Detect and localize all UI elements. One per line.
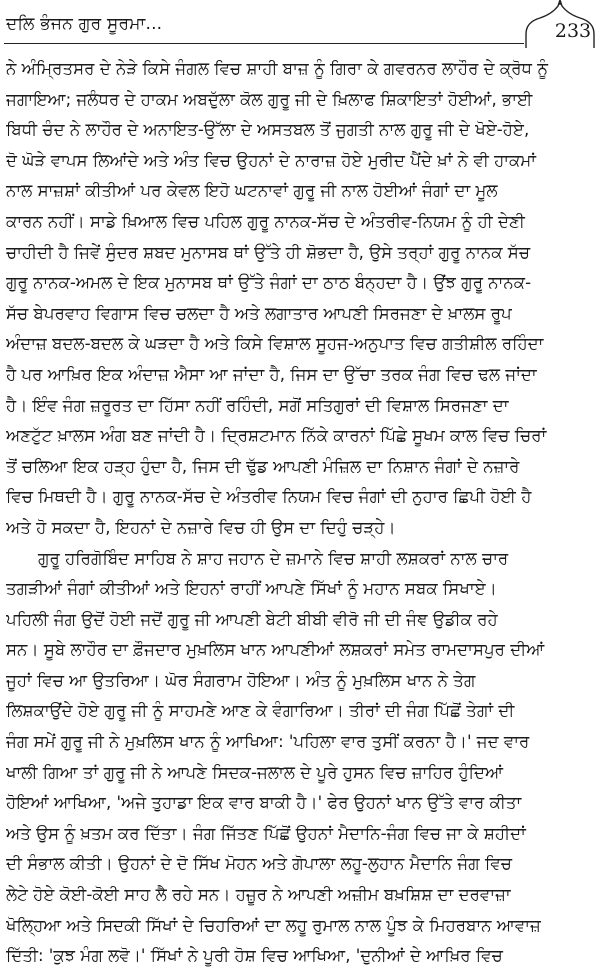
text-line: ਕਾਰਨ ਨਹੀਂ। ਸਾਡੇ ਖ਼ਿਆਲ ਵਿਚ ਪਹਿਲ ਗੁਰੂ ਨਾਨਕ-ਸੱਚ ਦੇ ਅੰਤਰੀਵ-ਨਿਯਮ ਨੂੰ ਹੀ ਦੇਣੀ xyxy=(6,211,525,231)
paragraph xyxy=(6,544,594,972)
body-text xyxy=(6,54,594,972)
text-line: ਜੂਹਾਂ ਵਿਚ ਆ ਉਤਰਿਆ। ਘੋਰ ਸੰਗਰਾਮ ਹੋਇਆ। ਅੰਤ ਨੂੰ ਮੁਖ਼ਲਿਸ ਖਾਨ ਨੇ ਤੇਗ xyxy=(6,670,476,690)
text-line: ਪਹਿਲੀ ਜੰਗ ਉਦੋਂ ਹੋਈ ਜਦੋਂ ਗੁਰੂ ਜੀ ਆਪਣੀ ਬੇਟੀ ਬੀਬੀ ਵੀਰੋ ਜੀ ਦੀ ਜੰਞ ਉਡੀਕ ਰਹੇ xyxy=(6,609,498,629)
text-line: ਸਨ। ਸੂਬੇ ਲਾਹੌਰ ਦਾ ਫ਼ੌਜਦਾਰ ਮੁਖ਼ਲਿਸ ਖਾਨ ਆਪਣੀਆਂ ਲਸ਼ਕਰਾਂ ਸਮੇਤ ਰਾਮਦਾਸਪੁਰ ਦੀਆਂ xyxy=(6,640,545,660)
text-line: ਜਗਾਇਆ; ਜਲੰਧਰ ਦੇ ਹਾਕਮ ਅਬਦੁੱਲਾ ਕੋਲ ਗੁਰੂ ਜੀ ਦੇ ਖ਼ਿਲਾਫ ਸ਼ਿਕਾਇਤਾਂ ਹੋਈਆਂ, ਭਾਈ xyxy=(6,89,533,109)
text-line: ਹੈ। ਇੰਵ ਜੰਗ ਜ਼ਰੂਰਤ ਦਾ ਹਿੱਸਾ ਨਹੀਂ ਰਹਿੰਦੀ, ਸਗੋਂ ਸਤਿਗੁਰਾਂ ਦੀ ਵਿਸ਼ਾਲ ਸਿਰਜਣਾ ਦਾ xyxy=(6,395,509,415)
text-line: ਤਗੜੀਆਂ ਜੰਗਾਂ ਕੀਤੀਆਂ ਅਤੇ ਇਹਨਾਂ ਰਾਹੀਂ ਆਪਣੇ ਸਿੱਖਾਂ ਨੂੰ ਮਹਾਨ ਸਬਕ ਸਿਖਾਏ। xyxy=(6,579,497,599)
text-line: ਗੁਰੂ ਹਰਿਗੋਬਿੰਦ ਸਾਹਿਬ ਨੇ ਸ਼ਾਹ ਜਹਾਨ ਦੇ ਜ਼ਮਾਨੇ ਵਿਚ ਸ਼ਾਹੀ ਲਸ਼ਕਰਾਂ ਨਾਲ ਚਾਰ xyxy=(38,548,509,568)
text-line: ਸੱਚ ਬੇਪਰਵਾਹ ਵਿਗਾਸ ਵਿਚ ਚਲਦਾ ਹੈ ਅਤੇ ਲਗਾਤਾਰ ਆਪਣੀ ਸਿਰਜਣਾ ਦੇ ਖ਼ਾਲਸ ਰੂਪ xyxy=(6,303,512,323)
text-line: ਖਾਲੀ ਗਿਆ ਤਾਂ ਗੁਰੂ ਜੀ ਨੇ ਆਪਣੇ ਸਿਦਕ-ਜਲਾਲ ਦੇ ਪੂਰੇ ਹੁਸਨ ਵਿਚ ਜ਼ਾਹਿਰ ਹੁੰਦਿਆਂ xyxy=(6,762,504,782)
text-line: ਬਿਧੀ ਚੰਦ ਨੇ ਲਾਹੌਰ ਦੇ ਅਨਾਇਤ-ਉੱਲਾ ਦੇ ਅਸਤਬਲ ਤੋਂ ਜੁਗਤੀ ਨਾਲ ਗੁਰੂ ਜੀ ਦੇ ਖੋਏ-ਹੋਏ, xyxy=(6,120,530,140)
text-line: ਅਣਟੁੱਟ ਖ਼ਾਲਸ ਅੰਗ ਬਣ ਜਾਂਦੀ ਹੈ। ਦ੍ਰਿਸ਼ਟਮਾਨ ਨਿੱਕੇ ਕਾਰਨਾਂ ਪਿੱਛੇ ਸੂਖਮ ਕਾਲ ਵਿਚ ਚਿਰਾਂ xyxy=(6,426,547,446)
text-line: ਹੈ ਪਰ ਆਖ਼ਿਰ ਇਕ ਅੰਦਾਜ਼ ਐਸਾ ਆ ਜਾਂਦਾ ਹੈ, ਜਿਸ ਦਾ ਉੱਚਾ ਤਰਕ ਜੰਗ ਵਿਚ ਢਲ ਜਾਂਦਾ xyxy=(6,364,537,384)
text-line: ਦਿੱਤੀ: 'ਕੁਝ ਮੰਗ ਲਵੋ।' ਸਿੱਖਾਂ ਨੇ ਪੂਰੀ ਹੋਸ਼ ਵਿਚ ਆਖਿਆ, 'ਦੁਨੀਆਂ ਦੇ ਆਖ਼ਿਰ ਵਿਚ xyxy=(6,946,503,966)
page-number: 233 xyxy=(554,20,592,42)
text-line: ਅਤੇ ਹੋ ਸਕਦਾ ਹੈ, ਇਹਨਾਂ ਦੇ ਨਜ਼ਾਰੇ ਵਿਚ ਹੀ ਉਸ ਦਾ ਦਿਹੁੰ ਚੜ੍ਹੇ। xyxy=(6,517,396,537)
text-line: ਦੀ ਸੰਭਾਲ ਕੀਤੀ। ਉਹਨਾਂ ਦੇ ਦੋ ਸਿੱਖ ਮੋਹਨ ਅਤੇ ਗੋਪਾਲਾ ਲਹੂ-ਲੁਹਾਨ ਮੈਦਾਨਿ ਜੰਗ ਵਿਚ xyxy=(6,854,512,874)
text-line: ਦੋ ਘੋੜੇ ਵਾਪਸ ਲਿਆਂਦੇ ਅਤੇ ਅੰਤ ਵਿਚ ਉਹਨਾਂ ਦੇ ਨਾਰਾਜ਼ ਹੋਏ ਮੁਰੀਦ ਪੈਂਦੇ ਖ਼ਾਂ ਨੇ ਵੀ ਹਾਕਮਾਂ xyxy=(6,150,536,170)
text-line: ਅਤੇ ਉਸ ਨੂੰ ਖ਼ਤਮ ਕਰ ਦਿੱਤਾ। ਜੰਗ ਜਿੱਤਣ ਪਿੱਛੋਂ ਉਹਨਾਂ ਮੈਦਾਨਿ-ਜੰਗ ਵਿਚ ਜਾ ਕੇ ਸ਼ਹੀਦਾਂ xyxy=(6,823,526,843)
running-title: ਦਲਿ ਭੰਜਨ ਗੁਰ ਸੂਰਮਾ... xyxy=(6,14,163,34)
text-line: ਨਾਲ ਸਾਜ਼ਸ਼ਾਂ ਕੀਤੀਆਂ ਪਰ ਕੇਵਲ ਇਹੋ ਘਟਨਾਵਾਂ ਗੁਰੂ ਜੀ ਨਾਲ ਹੋਈਆਂ ਜੰਗਾਂ ਦਾ ਮੂਲ xyxy=(6,181,498,201)
text-line: ਗੁਰੂ ਨਾਨਕ-ਅਮਲ ਦੇ ਇਕ ਮੁਨਾਸਬ ਥਾਂ ਉੱਤੇ ਜੰਗਾਂ ਦਾ ਠਾਠ ਬੰਨ੍ਹਦਾ ਹੈ। ਉਂਝ ਗੁਰੂ ਨਾਨਕ- xyxy=(6,273,532,293)
page-header xyxy=(0,0,600,52)
text-line: ਵਿਚ ਮਿਥਦੀ ਹੈ। ਗੁਰੂ ਨਾਨਕ-ਸੱਚ ਦੇ ਅੰਤਰੀਵ ਨਿਯਮ ਵਿਚ ਜੰਗਾਂ ਦੀ ਨੁਹਾਰ ਛਿਪੀ ਹੋਈ ਹੈ xyxy=(6,487,532,507)
text-line: ਨੇ ਅੰਮ੍ਰਿਤਸਰ ਦੇ ਨੇੜੇ ਕਿਸੇ ਜੰਗਲ ਵਿਚ ਸ਼ਾਹੀ ਬਾਜ਼ ਨੂੰ ਗਿਰਾ ਕੇ ਗਵਰਨਰ ਲਾਹੌਰ ਦੇ ਕ੍ਰੋਧ ਨੂੰ xyxy=(6,59,549,78)
text-line: ਚਾਹੀਦੀ ਹੈ ਜਿਵੇਂ ਸੁੰਦਰ ਸ਼ਬਦ ਮੁਨਾਸਬ ਥਾਂ ਉੱਤੇ ਹੀ ਸ਼ੋਭਦਾ ਹੈ, ਉਸੇ ਤਰ੍ਹਾਂ ਗੁਰੂ ਨਾਨਕ ਸੱਚ xyxy=(6,242,531,262)
header-rule xyxy=(4,43,524,44)
text-line: ਹੋਇਆਂ ਆਖਿਆ, 'ਅਜੇ ਤੁਹਾਡਾ ਇਕ ਵਾਰ ਬਾਕੀ ਹੈ।' ਫੇਰ ਉਹਨਾਂ ਖਾਨ ਉੱਤੇ ਵਾਰ ਕੀਤਾ xyxy=(6,793,522,813)
text-line: ਲਿਸ਼ਕਾਉਂਦੇ ਹੋਏ ਗੁਰੂ ਜੀ ਨੂੰ ਸਾਹਮਣੇ ਆਣ ਕੇ ਵੰਗਾਰਿਆ। ਤੀਰਾਂ ਦੀ ਜੰਗ ਪਿੱਛੋਂ ਤੇਗਾਂ ਦੀ xyxy=(6,701,515,721)
paragraph xyxy=(6,54,594,544)
text-line: ਅੰਦਾਜ਼ ਬਦਲ-ਬਦਲ ਕੇ ਘੜਦਾ ਹੈ ਅਤੇ ਕਿਸੇ ਵਿਸ਼ਾਲ ਸੂਹਜ-ਅਨੁਪਾਤ ਵਿਚ ਗਤੀਸ਼ੀਲ ਰਹਿੰਦਾ xyxy=(6,334,544,354)
text-line: ਲੇਟੇ ਹੋਏ ਕੋਈ-ਕੋਈ ਸਾਹ ਲੈ ਰਹੇ ਸਨ। ਹਜ਼ੂਰ ਨੇ ਆਪਣੀ ਅਜ਼ੀਮ ਬਖ਼ਸ਼ਿਸ਼ ਦਾ ਦਰਵਾਜ਼ਾ xyxy=(6,885,511,905)
text-line: ਤੋਂ ਚਲਿਆ ਇਕ ਹੜ੍ਹ ਹੁੰਦਾ ਹੈ, ਜਿਸ ਦੀ ਢੁੱਡ ਆਪਣੀ ਮੰਜ਼ਿਲ ਦਾ ਨਿਸ਼ਾਨ ਜੰਗਾਂ ਦੇ ਨਜ਼ਾਰੇ xyxy=(6,456,520,476)
text-line: ਜੰਗ ਸਮੇਂ ਗੁਰੂ ਜੀ ਨੇ ਮੁਖ਼ਲਿਸ ਖਾਨ ਨੂੰ ਆਖਿਆ: 'ਪਹਿਲਾ ਵਾਰ ਤੁਸੀਂ ਕਰਨਾ ਹੈ।' ਜਦ ਵਾਰ xyxy=(6,732,530,752)
text-line: ਖੋਲ੍ਹਿਆ ਅਤੇ ਸਿਦਕੀ ਸਿੱਖਾਂ ਦੇ ਚਿਹਰਿਆਂ ਦਾ ਲਹੂ ਰੁਮਾਲ ਨਾਲ ਪੂੰਝ ਕੇ ਮਿਹਰਬਾਨ ਆਵਾਜ਼ xyxy=(6,915,541,935)
